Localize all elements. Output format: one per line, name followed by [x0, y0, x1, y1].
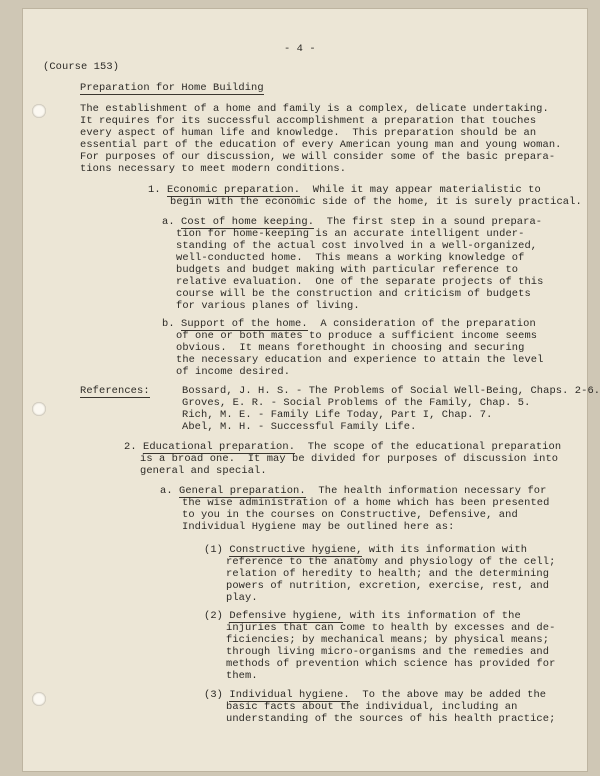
item-text: tion for home-keeping is an accurate intelligent under- [176, 228, 525, 240]
subitem-text: injuries that can come to health by excesses and de- [226, 622, 556, 634]
section-text: general and special. [140, 465, 267, 477]
subitem-number: (2) [204, 610, 224, 622]
item-text: the wise administration of a home which has been presented [182, 497, 550, 509]
subitem-heading: Constructive hygiene, [229, 544, 363, 556]
item-text: budgets and budget making with particular reference to [176, 264, 519, 276]
item-heading: General preparation. [179, 485, 306, 497]
reference-item: Groves, E. R. - Social Problems of the Family, Chap. 5. [182, 397, 531, 409]
page-number: - 4 - [284, 43, 316, 55]
item-text: well-conducted home. This means a working knowledge of [176, 252, 525, 264]
punch-hole [32, 104, 46, 118]
section-number: 1. [148, 184, 161, 196]
item-text: to you in the courses on Constructive, Defensive, and [182, 509, 518, 521]
item-letter: a. [160, 485, 173, 497]
subitem-text: methods of prevention which science has provided for [226, 658, 556, 670]
document-title: Preparation for Home Building [80, 82, 264, 94]
section-number: 2. [124, 441, 137, 453]
intro-line: It requires for its successful accomplishment a preparation that touches [80, 115, 537, 127]
subitem-text: through living micro-organisms and the remedies and [226, 646, 550, 658]
section-text: begin with the economic side of the home, it is surely practical. [170, 196, 582, 208]
punch-hole [32, 402, 46, 416]
item-text: The first step in a sound prepara- [314, 216, 543, 228]
subitem-text: understanding of the sources of his health practice; [226, 713, 556, 725]
subitem-text: reference to the anatomy and physiology of the cell; [226, 556, 556, 568]
subitem-text: with its information with [362, 544, 528, 556]
intro-line: For purposes of our discussion, we will consider some of the basic prepara- [80, 151, 556, 163]
intro-line: every aspect of human life and knowledge. This preparation should be an [80, 127, 537, 139]
section-text: is a broad one. It may be divided for purposes of discussion into [140, 453, 559, 465]
item-text: of income desired. [176, 366, 291, 378]
section-text: While it may appear materialistic to [300, 184, 541, 196]
section-text: The scope of the educational preparation [295, 441, 562, 453]
subitem-text: ficiencies; by mechanical means; by physical means; [226, 634, 550, 646]
subitem-heading: Individual hygiene. [229, 689, 350, 701]
subitem-text: with its information of the [343, 610, 521, 622]
item-letter: a. [162, 216, 175, 228]
item-text: The health information necessary for [305, 485, 547, 497]
section-heading: Educational preparation. [143, 441, 296, 453]
reference-item: Rich, M. E. - Family Life Today, Part I, Chap. 7. [182, 409, 493, 421]
item-text: course will be the construction and criticism of budgets [176, 288, 531, 300]
subitem-text: powers of nutrition, excretion, exercise, rest, and [226, 580, 550, 592]
item-text: the necessary education and experience to attain the level [176, 354, 544, 366]
subitem-number: (1) [204, 544, 224, 556]
subitem-text: relation of heredity to health; and the determining [226, 568, 550, 580]
intro-line: essential part of the education of every American young man and young woman. [80, 139, 562, 151]
subitem-text: basic facts about the individual, including an [226, 701, 518, 713]
section-heading: Economic preparation. [167, 184, 301, 196]
subitem-text: To the above may be added the [349, 689, 547, 701]
item-text: standing of the actual cost involved in a well-organized, [176, 240, 538, 252]
subitem-text: them. [226, 670, 258, 682]
subitem-heading: Defensive hygiene, [229, 610, 344, 622]
item-text: of one or both mates to produce a sufficient income seems [176, 330, 538, 342]
references-label: References: [80, 385, 150, 397]
intro-line: The establishment of a home and family is a complex, delicate undertaking. [80, 103, 549, 115]
reference-item: Bossard, J. H. S. - The Problems of Social Well-Being, Chaps. 2-6. [182, 385, 600, 397]
item-letter: b. [162, 318, 175, 330]
item-text: obvious. It means forethought in choosing and securing [176, 342, 525, 354]
item-text: for various planes of living. [176, 300, 360, 312]
item-heading: Support of the home. [181, 318, 308, 330]
course-label: (Course 153) [43, 61, 120, 73]
punch-hole [32, 692, 46, 706]
item-text: Individual Hygiene may be outlined here as: [182, 521, 455, 533]
intro-line: tions necessary to meet modern conditions. [80, 163, 347, 175]
subitem-number: (3) [204, 689, 224, 701]
item-text: A consideration of the preparation [307, 318, 536, 330]
item-heading: Cost of home keeping. [181, 216, 315, 228]
subitem-text: play. [226, 592, 258, 604]
item-text: relative evaluation. One of the separate projects of this [176, 276, 544, 288]
reference-item: Abel, M. H. - Successful Family Life. [182, 421, 417, 433]
